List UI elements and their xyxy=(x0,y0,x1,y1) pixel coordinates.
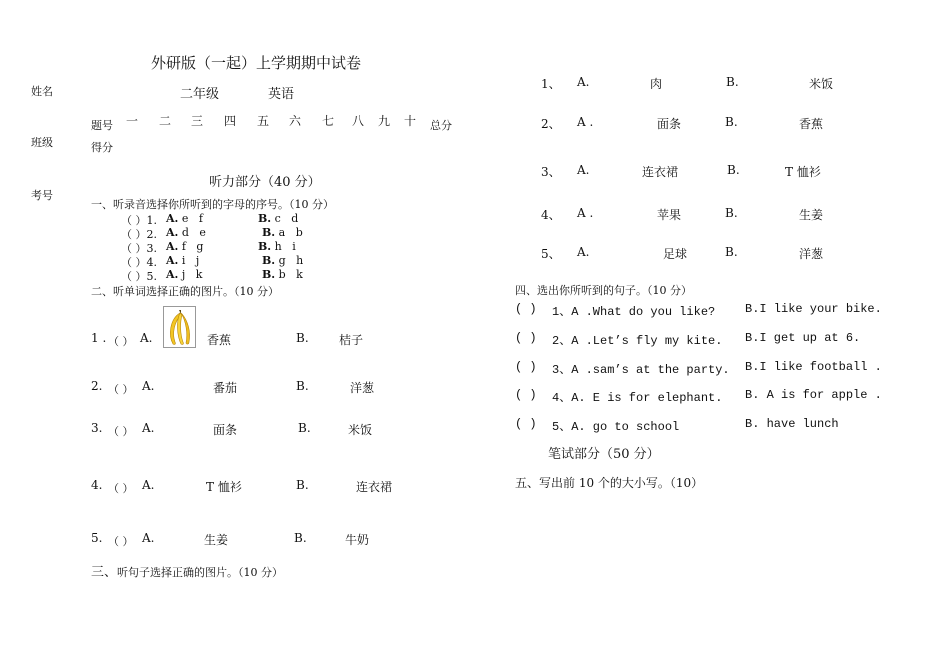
option-b-text: 牛奶 xyxy=(345,533,370,547)
option-b-label: B. xyxy=(296,478,309,492)
option-a-sentence: 4、A. E is for elephant. xyxy=(552,391,723,405)
option-a-label: A. xyxy=(577,163,590,177)
option-a-label: A. xyxy=(166,226,179,239)
answer-paren[interactable]: ( ) xyxy=(515,331,537,345)
option-a-label: A. xyxy=(577,75,590,89)
option-a-label: A . xyxy=(577,115,594,129)
option-b-text: T 恤衫 xyxy=(785,165,821,179)
option-b-text: 洋葱 xyxy=(799,247,824,261)
option-b-text: c d xyxy=(274,212,299,225)
score-col-1: 一 xyxy=(126,114,139,128)
option-b-sentence: B.I get up at 6. xyxy=(745,331,861,345)
option-b-label: B. xyxy=(262,268,276,281)
option-a-label: A. xyxy=(140,331,153,345)
answer-paren[interactable]: （ ） xyxy=(108,383,134,396)
question-number: 2. xyxy=(91,379,103,393)
answer-paren[interactable]: （ ） xyxy=(108,482,134,495)
question-number: （ ）1. xyxy=(121,214,157,227)
section-3-number: 三、 xyxy=(91,565,118,580)
option-b-label: B. xyxy=(725,206,738,220)
question-number: 1、 xyxy=(541,77,561,91)
option-b-label: B. xyxy=(296,331,309,345)
option-b-label: B. xyxy=(725,115,738,129)
written-heading: 笔试部分（50 分） xyxy=(548,447,660,462)
list-item xyxy=(121,268,157,284)
answer-paren[interactable]: （ ） xyxy=(108,535,134,548)
option-b-sentence: B.I like your bike. xyxy=(745,302,882,316)
score-col-8: 八 xyxy=(352,114,365,128)
option-a-text: 面条 xyxy=(213,423,238,437)
answer-paren[interactable]: ( ) xyxy=(515,417,537,431)
option-b-label: B. xyxy=(726,75,739,89)
question-number: 2、 xyxy=(541,117,561,131)
section-4-title: 四、选出你所听到的句子。（10 分） xyxy=(515,284,692,297)
option-a-label: A. xyxy=(142,379,155,393)
option-a-text: 肉 xyxy=(650,77,663,91)
total-label: 总分 xyxy=(430,119,452,132)
question-number: 5、 xyxy=(541,247,561,261)
section-2-title: 二、听单词选择正确的图片。（10 分） xyxy=(91,285,279,298)
option-a-text: e f xyxy=(181,212,203,225)
option-b-text: 香蕉 xyxy=(799,117,824,131)
name-field-label: 姓名 xyxy=(31,85,53,98)
option-a-text: T 恤衫 xyxy=(206,480,242,494)
question-number: （ ）4. xyxy=(121,256,157,269)
option-a-text: 足球 xyxy=(663,247,688,261)
option-b-text: h i xyxy=(274,240,296,253)
exam-number-field-label: 考号 xyxy=(31,189,53,202)
question-number: 3. xyxy=(91,421,103,435)
answer-paren[interactable]: （ ） xyxy=(108,425,134,438)
subject-label: 英语 xyxy=(268,87,295,102)
question-number: （ ）2. xyxy=(121,228,157,241)
answer-paren[interactable]: ( ) xyxy=(515,388,537,402)
option-b-text: 洋葱 xyxy=(350,381,375,395)
option-a-label: A. xyxy=(142,531,155,545)
question-number: 5. xyxy=(91,531,103,545)
option-a-label: A. xyxy=(166,268,179,281)
option-b-label: B. xyxy=(296,379,309,393)
option-a-text: d e xyxy=(181,226,206,239)
score-col-7: 七 xyxy=(322,114,335,128)
option-b-text: g h xyxy=(278,254,304,267)
option-b-label: B. xyxy=(262,226,276,239)
grade-label: 二年级 xyxy=(180,87,220,102)
option-b-text: a b xyxy=(278,226,303,239)
section-5-title: 五、写出前 10 个的大小写。（10） xyxy=(515,476,704,490)
question-number: 4、 xyxy=(541,208,561,222)
option-a-text: j k xyxy=(181,268,203,281)
question-number: 4. xyxy=(91,478,103,492)
answer-paren[interactable]: ( ) xyxy=(515,360,537,374)
score-row-label: 题号 xyxy=(91,119,113,132)
score-col-6: 六 xyxy=(289,114,302,128)
option-b-sentence: B.I like football . xyxy=(745,360,882,374)
option-b-text: 连衣裙 xyxy=(356,480,393,494)
option-b-sentence: B. have lunch xyxy=(745,417,839,431)
question-number: 1 . xyxy=(91,331,107,345)
score-col-2: 二 xyxy=(159,114,172,128)
section-3-title: 听句子选择正确的图片。（10 分） xyxy=(117,566,284,579)
option-a-text: f g xyxy=(181,240,204,253)
score-col-9: 九 xyxy=(378,114,391,128)
banana-icon xyxy=(164,307,195,347)
option-a-sentence: 2、A .Let’s fly my kite. xyxy=(552,334,723,348)
score-col-4: 四 xyxy=(224,114,237,128)
option-a-text: 面条 xyxy=(657,117,682,131)
option-b-label: B. xyxy=(294,531,307,545)
option-a-sentence: 1、A .What do you like? xyxy=(552,305,716,319)
option-b-text: b k xyxy=(278,268,303,281)
option-b-label: B. xyxy=(262,254,276,267)
option-b-label: B. xyxy=(727,163,740,177)
score-col-10: 十 xyxy=(404,114,417,128)
option-b-label: B. xyxy=(258,212,272,225)
option-a-sentence: 5、A. go to school xyxy=(552,420,680,434)
option-a-sentence: 3、A .sam’s at the party. xyxy=(552,363,730,377)
option-b-sentence: B. A is for apple . xyxy=(745,388,882,402)
option-a-label: A. xyxy=(577,245,590,259)
option-a-label: A. xyxy=(142,478,155,492)
option-a-text: i j xyxy=(181,254,200,267)
answer-paren[interactable]: （ ） xyxy=(108,335,134,348)
answer-paren[interactable]: ( ) xyxy=(515,302,537,316)
option-a-text: 香蕉 xyxy=(207,333,232,347)
exam-title: 外研版（一起）上学期期中试卷 xyxy=(151,54,362,72)
question-number: （ ）3. xyxy=(121,242,157,255)
option-b-text: 桔子 xyxy=(339,333,364,347)
option-b-label: B. xyxy=(725,245,738,259)
option-a-text: 苹果 xyxy=(657,208,682,222)
option-a-text: 连衣裙 xyxy=(642,165,679,179)
class-field-label: 班级 xyxy=(31,136,53,149)
option-a-text: 番茄 xyxy=(213,381,238,395)
section-1-title: 一、听录音选择你所听到的字母的序号。（10 分） xyxy=(91,198,334,211)
option-a-label: A. xyxy=(166,212,179,225)
option-a-label: A. xyxy=(142,421,155,435)
option-a-label: A . xyxy=(577,206,594,220)
option-b-text: 米饭 xyxy=(809,77,834,91)
option-a-label: A. xyxy=(166,254,179,267)
option-a-text: 生姜 xyxy=(204,533,229,547)
score-col-3: 三 xyxy=(191,114,204,128)
banana-image xyxy=(163,306,196,348)
option-b-label: B. xyxy=(298,421,311,435)
score-label: 得分 xyxy=(91,141,113,154)
option-a-label: A. xyxy=(166,240,179,253)
option-b-label: B. xyxy=(258,240,272,253)
option-b-text: 米饭 xyxy=(348,423,373,437)
question-number: （ ）5. xyxy=(121,270,157,283)
option-b-text: 生姜 xyxy=(799,208,824,222)
listening-heading: 听力部分（40 分） xyxy=(209,175,321,190)
question-number: 3、 xyxy=(541,165,561,179)
score-col-5: 五 xyxy=(257,114,270,128)
